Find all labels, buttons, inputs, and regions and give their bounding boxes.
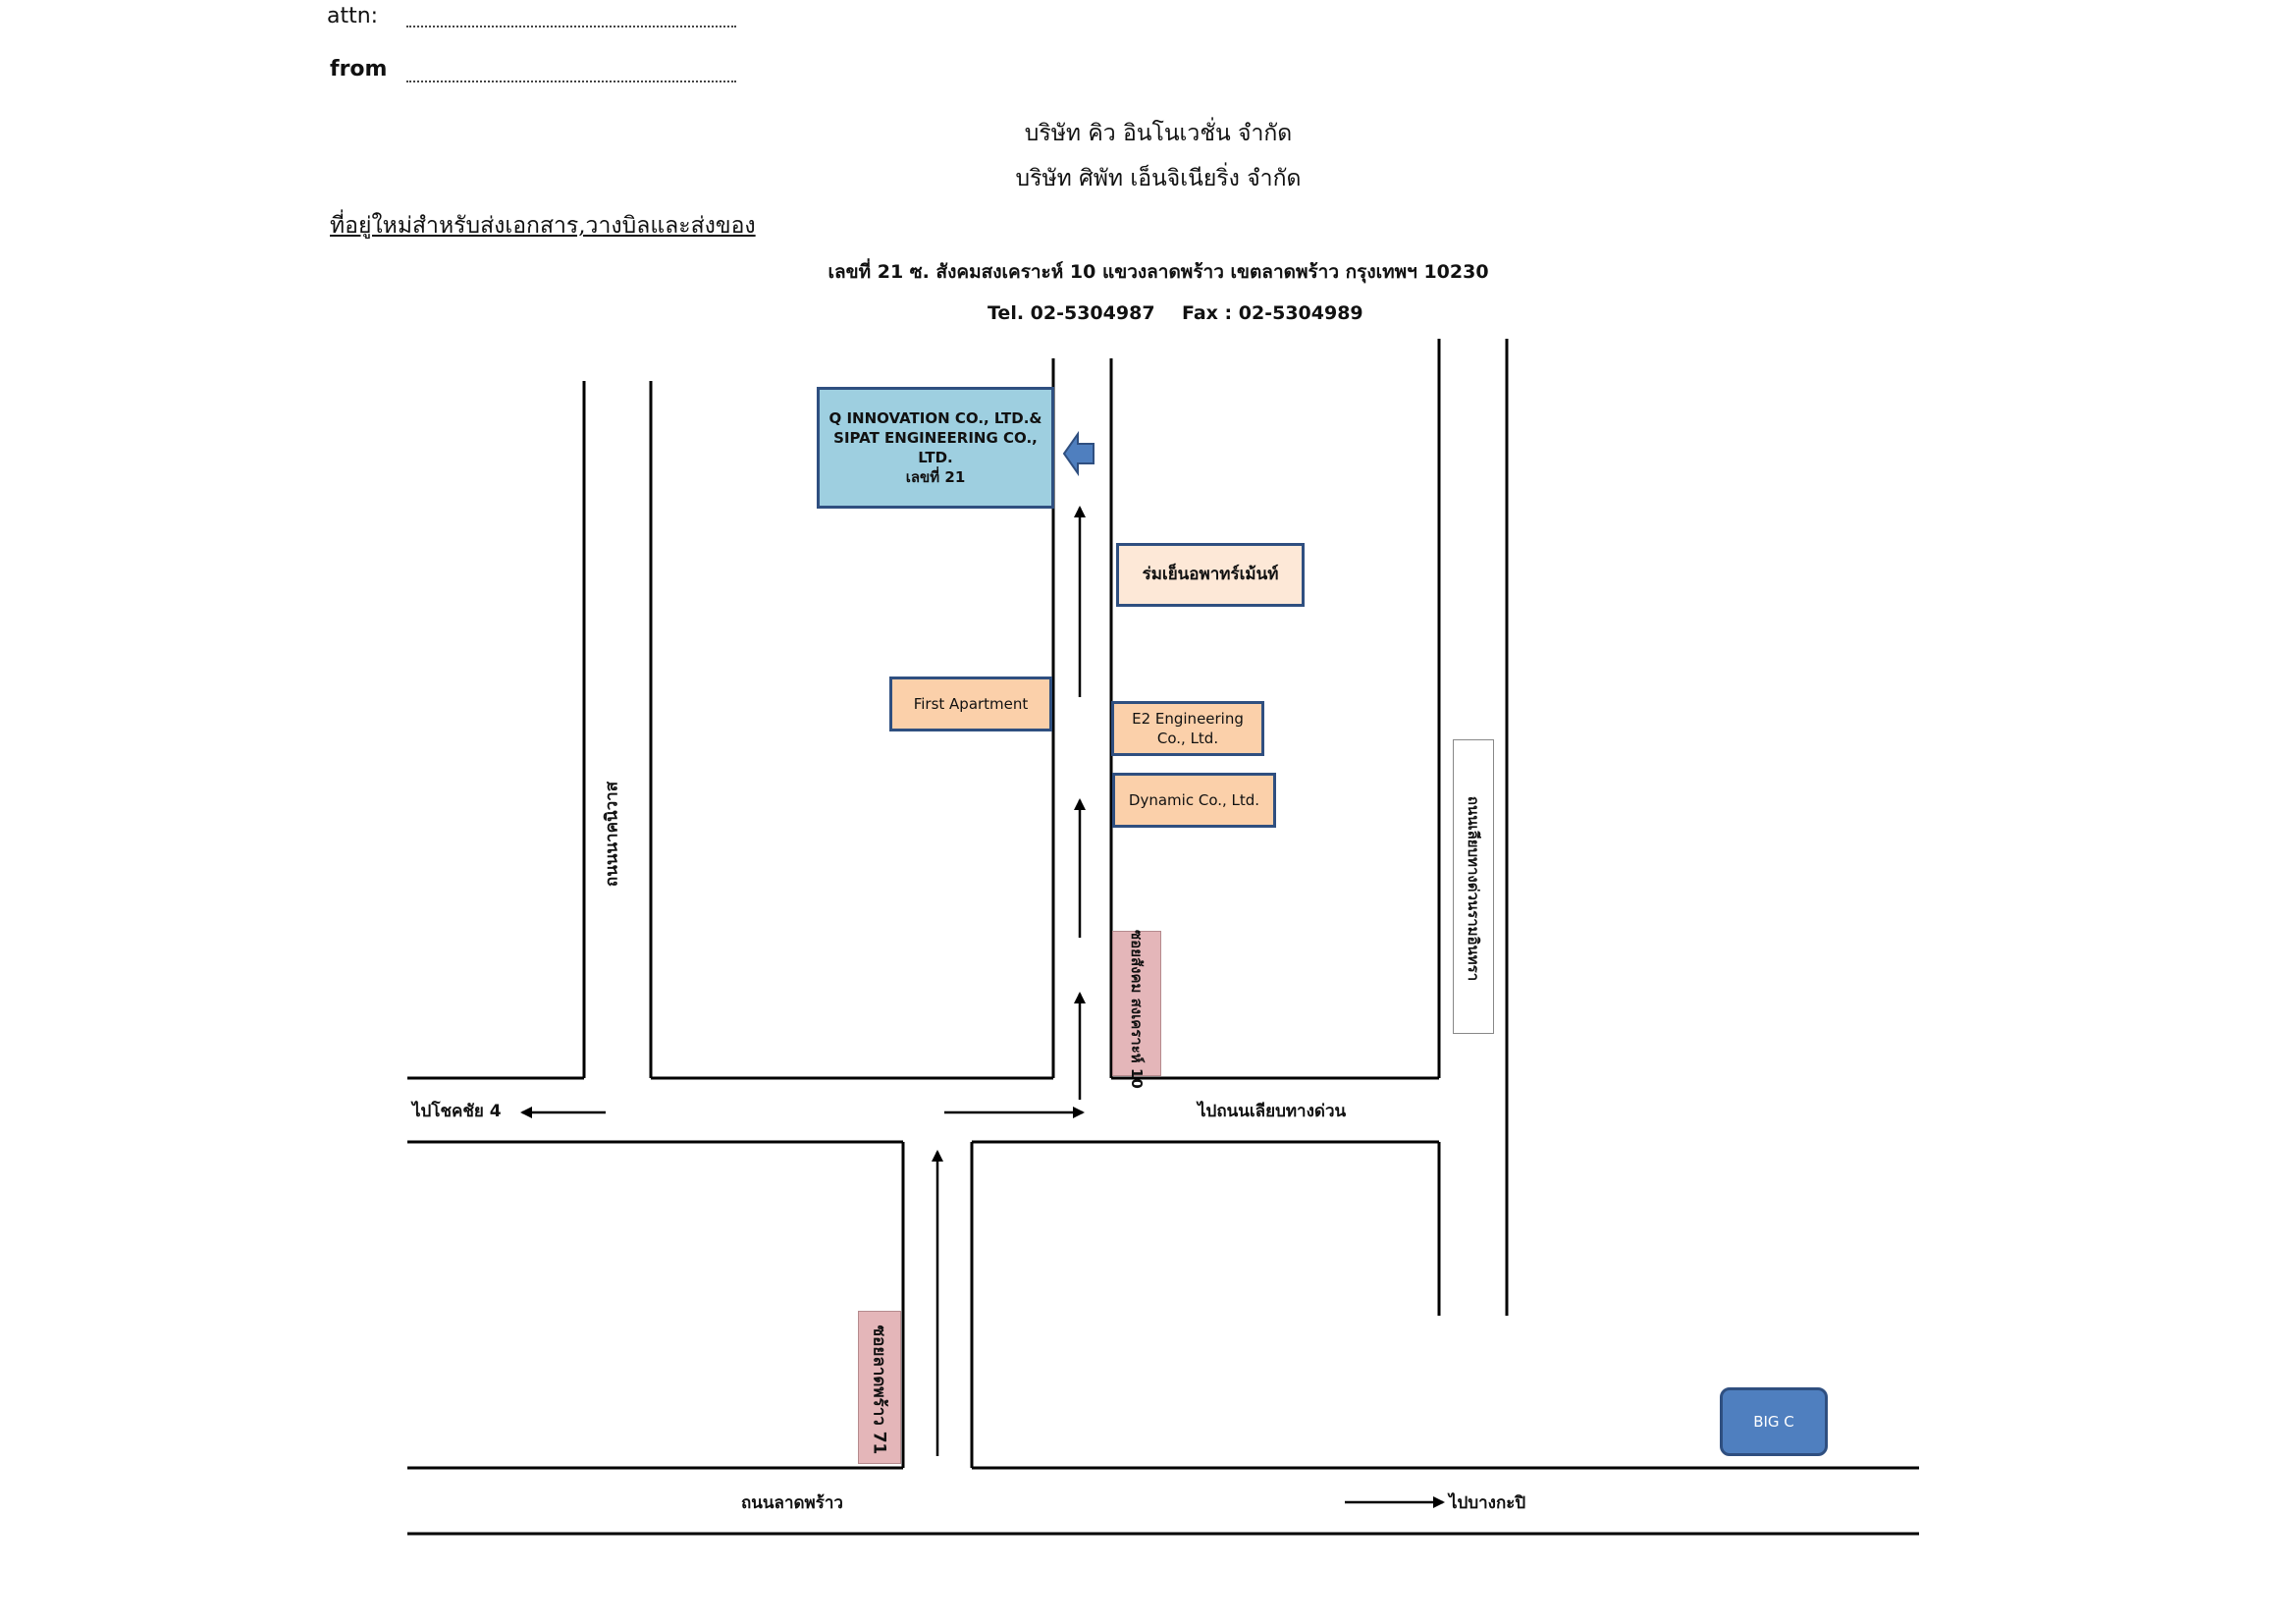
company-name-1: บริษัท คิว อินโนเวชั่น จำกัด	[1024, 121, 1293, 146]
fax-text: Fax : 02-5304989	[1182, 302, 1363, 324]
to-bangkapi-label: ไปบางกะปิ	[1449, 1493, 1526, 1513]
destination-box	[817, 387, 1054, 509]
destination-line-2: SIPAT ENGINEERING CO., LTD.	[833, 428, 1038, 466]
tel-text: Tel. 02-5304987	[988, 302, 1155, 324]
landmark-romyen-apartment: ร่มเย็นอพาทร์เม้นท์	[1116, 543, 1305, 607]
landmark-big-c: BIG C	[1720, 1387, 1828, 1456]
soi-ladprao71-label: ซอยลาดพร้าว 71	[869, 1325, 889, 1455]
from-label: from	[330, 57, 388, 81]
to-chokchai-label: ไปโชคชัย 4	[412, 1102, 502, 1121]
ladprao-road-label: ถนนลาดพร้าว	[741, 1493, 843, 1513]
e2-line-1: E2 Engineering	[1132, 709, 1244, 728]
company-name-2: บริษัท ศิพัท เอ็นจิเนียริ่ง จำกัด	[1015, 166, 1302, 191]
landmark-first-apartment: First Apartment	[889, 677, 1052, 731]
attn-label: attn:	[327, 4, 379, 28]
destination-line-1: Q INNOVATION CO., LTD.&	[828, 408, 1042, 427]
landmark-e2-engineering	[1111, 701, 1264, 756]
e2-line-2: Co., Ltd.	[1156, 730, 1219, 747]
destination-arrow-icon	[1064, 434, 1094, 473]
destination-line-3: เลขที่ 21	[905, 468, 966, 487]
road-nak-niwat-label: ถนนนาคนิวาส	[602, 781, 622, 888]
landmark-dynamic: Dynamic Co., Ltd.	[1112, 773, 1276, 828]
road-expressway-label: ถนนเลียบทางด่วนรามอินทรา	[1465, 795, 1482, 982]
address-text: เลขที่ 21 ซ. สังคมสงเคราะห์ 10 แขวงลาดพร้าว เขตลาดพร้าว กรุงเทพฯ 10230	[828, 261, 1489, 283]
to-expressway-label: ไปถนนเลียบทางด่วน	[1198, 1102, 1347, 1121]
soi-sangkhom-label: ซอยสังคม สงเคราะห์ 10	[1128, 930, 1146, 1089]
section-title: ที่อยู่ใหม่สำหรับส่งเอกสาร,วางบิลและส่งของ	[330, 213, 756, 239]
